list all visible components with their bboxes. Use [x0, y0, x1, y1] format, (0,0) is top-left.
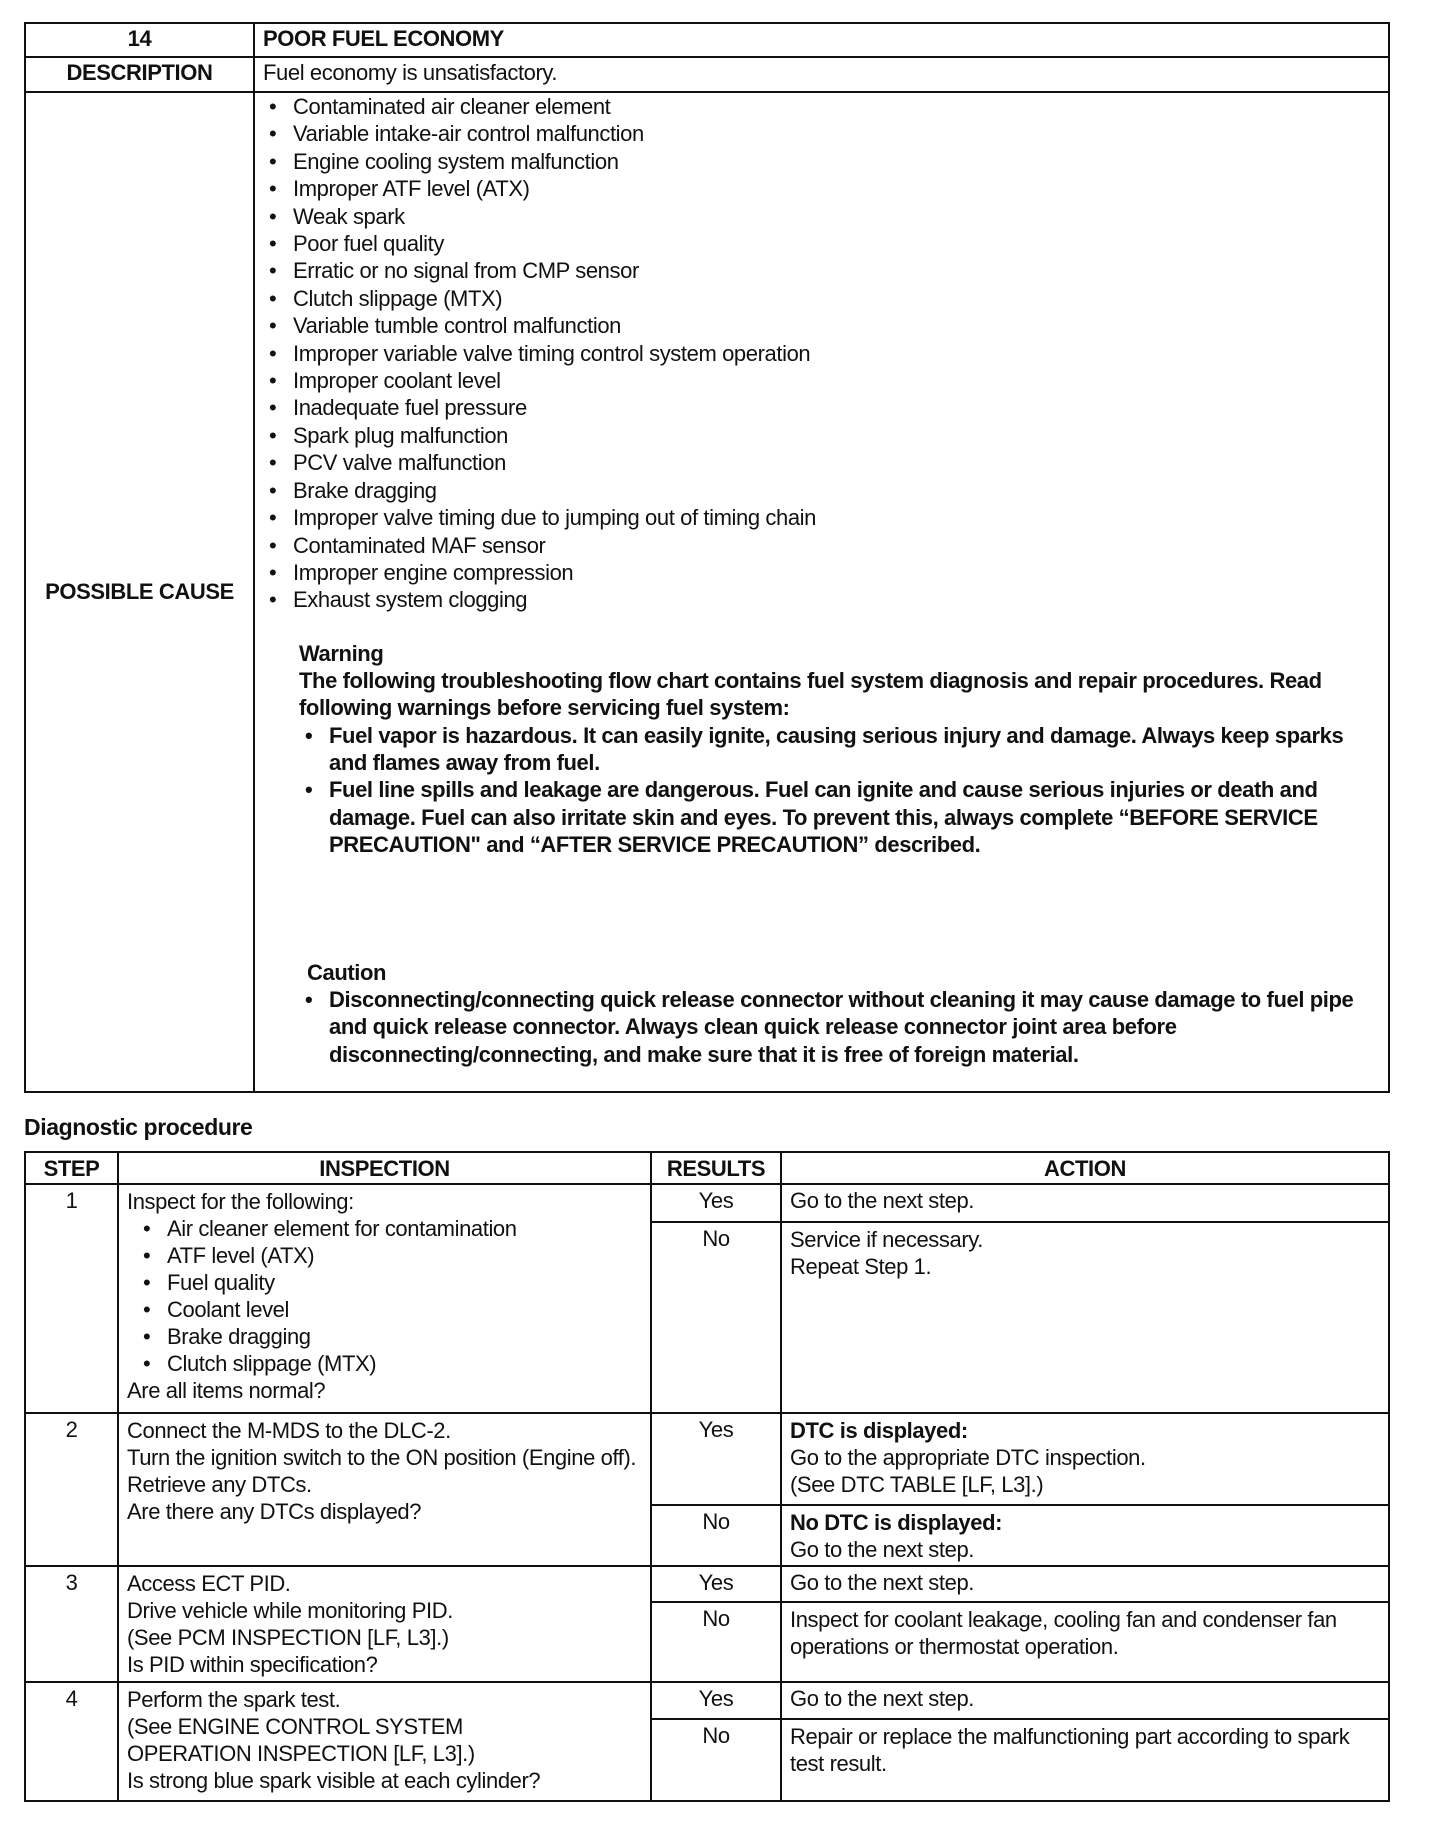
cause-item: • Variable tumble control malfunction [263, 312, 1380, 339]
cause-item: • Improper engine compression [263, 559, 1380, 586]
action-no: Inspect for coolant leakage, cooling fan and condenser fan operations or thermostat operation. [781, 1602, 1389, 1682]
warning-intro: The following troubleshooting flow chart contains fuel system diagnosis and repair procedures. Read following warnings before servicing fuel system: [299, 668, 1322, 721]
result-yes: Yes [651, 1682, 781, 1719]
result-no: No [651, 1222, 781, 1413]
header-step: STEP [25, 1152, 118, 1184]
action-no [781, 1505, 1389, 1566]
cause-list [263, 93, 1380, 614]
inspection-line: Are there any DTCs displayed? [127, 1499, 422, 1524]
action-yes: Go to the next step. [781, 1682, 1389, 1719]
cause-item: • Engine cooling system malfunction [263, 148, 1380, 175]
procedure-title: Diagnostic procedure [24, 1114, 253, 1140]
step-inspection [118, 1682, 651, 1801]
inspection-list [127, 1215, 642, 1377]
inspection-line: Is strong blue spark visible at each cylinder? [127, 1768, 541, 1793]
inspection-item: • Fuel quality [137, 1269, 642, 1296]
step-number: 1 [25, 1184, 118, 1413]
inspection-line: (See ENGINE CONTROL SYSTEM OPERATION INSPECTION [LF, L3].) [127, 1714, 475, 1766]
step-number: 2 [25, 1413, 118, 1566]
action-no [781, 1222, 1389, 1413]
result-yes: Yes [651, 1566, 781, 1602]
cause-item: • Improper valve timing due to jumping out of timing chain [263, 504, 1380, 531]
step-inspection [118, 1566, 651, 1682]
cause-item: • PCV valve malfunction [263, 449, 1380, 476]
procedure-table [24, 1151, 1390, 1802]
warning-block [263, 640, 1380, 859]
action-line: Service if necessary. [790, 1227, 983, 1252]
result-no: No [651, 1505, 781, 1566]
result-yes: Yes [651, 1413, 781, 1505]
action-yes [781, 1413, 1389, 1505]
cause-item: • Contaminated MAF sensor [263, 532, 1380, 559]
cause-item: • Improper coolant level [263, 367, 1380, 394]
action-yes: Go to the next step. [781, 1566, 1389, 1602]
cause-item: • Brake dragging [263, 477, 1380, 504]
step-number: 3 [25, 1566, 118, 1682]
cause-item: • Erratic or no signal from CMP sensor [263, 257, 1380, 284]
warning-item: • Fuel vapor is hazardous. It can easily ignite, causing serious injury and damage. Always keep sparks and flames away from fuel. [299, 722, 1380, 777]
header-results: RESULTS [651, 1152, 781, 1184]
cause-item: • Clutch slippage (MTX) [263, 285, 1380, 312]
cause-item: • Improper ATF level (ATX) [263, 175, 1380, 202]
inspection-item: • ATF level (ATX) [137, 1242, 642, 1269]
inspection-line: Access ECT PID. [127, 1571, 291, 1596]
cause-item: • Weak spark [263, 203, 1380, 230]
cause-item: • Improper variable valve timing control system operation [263, 340, 1380, 367]
warning-title: Warning [299, 640, 384, 666]
header-inspection: INSPECTION [118, 1152, 651, 1184]
inspection-line: Inspect for the following: [127, 1189, 354, 1214]
possible-cause-label: POSSIBLE CAUSE [25, 92, 254, 1092]
cause-item: • Inadequate fuel pressure [263, 394, 1380, 421]
description-label: DESCRIPTION [25, 57, 254, 92]
action-line: Go to the next step. [790, 1537, 975, 1562]
cause-item: • Contaminated air cleaner element [263, 93, 1380, 120]
inspection-line: Perform the spark test. [127, 1687, 341, 1712]
warning-item: • Fuel line spills and leakage are dangerous. Fuel can ignite and cause serious injuries or death and damage. Fuel can also irritate skin and eyes. To prevent this, always complete “BEFORE SERVICE PRECAUTION" and “AFTER SERVICE PRECAUTION” described. [299, 776, 1380, 858]
action-line: Go to the appropriate DTC inspection. [790, 1445, 1146, 1470]
cause-item: • Variable intake-air control malfunction [263, 120, 1380, 147]
inspection-item: • Air cleaner element for contamination [137, 1215, 642, 1242]
inspection-line: Retrieve any DTCs. [127, 1472, 312, 1497]
inspection-line: Turn the ignition switch to the ON position (Engine off). [127, 1445, 637, 1470]
cause-item: • Spark plug malfunction [263, 422, 1380, 449]
inspection-line: Connect the M-MDS to the DLC-2. [127, 1418, 451, 1443]
action-heading: DTC is displayed: [790, 1418, 968, 1443]
inspection-item: • Clutch slippage (MTX) [137, 1350, 642, 1377]
inspection-item: • Coolant level [137, 1296, 642, 1323]
caution-title: Caution [307, 959, 387, 985]
result-yes: Yes [651, 1184, 781, 1222]
symptom-table [24, 22, 1390, 1093]
symptom-title: POOR FUEL ECONOMY [254, 23, 1389, 57]
inspection-line: Drive vehicle while monitoring PID. [127, 1598, 453, 1623]
inspection-line: Is PID within specification? [127, 1652, 378, 1677]
description-text: Fuel economy is unsatisfactory. [254, 57, 1389, 92]
action-heading: No DTC is displayed: [790, 1510, 1003, 1535]
caution-block [263, 959, 1380, 1069]
inspection-item: • Brake dragging [137, 1323, 642, 1350]
action-line: (See DTC TABLE [LF, L3].) [790, 1472, 1044, 1497]
action-line: Repeat Step 1. [790, 1254, 932, 1279]
inspection-question: Are all items normal? [127, 1378, 326, 1403]
cause-item: • Exhaust system clogging [263, 586, 1380, 613]
step-inspection [118, 1184, 651, 1413]
step-number: 4 [25, 1682, 118, 1801]
action-yes: Go to the next step. [781, 1184, 1389, 1222]
action-no: Repair or replace the malfunctioning part according to spark test result. [781, 1719, 1389, 1801]
symptom-number: 14 [25, 23, 254, 57]
result-no: No [651, 1602, 781, 1682]
step-inspection [118, 1413, 651, 1566]
cause-item: • Poor fuel quality [263, 230, 1380, 257]
header-action: ACTION [781, 1152, 1389, 1184]
inspection-line: (See PCM INSPECTION [LF, L3].) [127, 1625, 449, 1650]
caution-item: • Disconnecting/connecting quick release connector without cleaning it may cause damage to fuel pipe and quick release connector. Always clean quick release connector joint area before disconnecting/connecting, and make sure that it is free of foreign material. [299, 986, 1380, 1068]
result-no: No [651, 1719, 781, 1801]
